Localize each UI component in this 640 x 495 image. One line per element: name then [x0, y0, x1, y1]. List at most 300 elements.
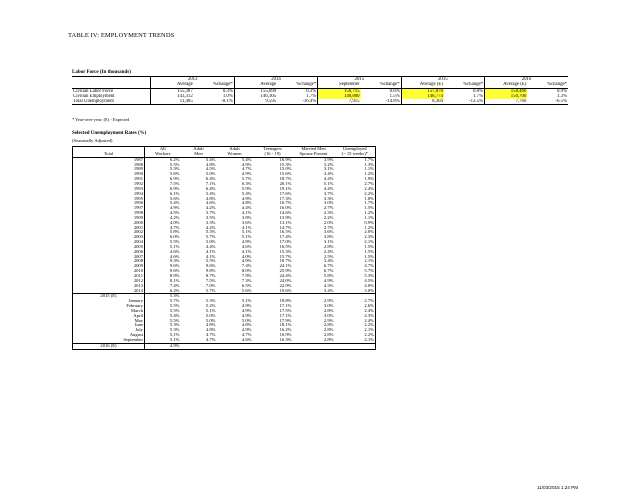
rate-cell: 5.1% — [241, 235, 252, 240]
rate-cell: 2.3% — [323, 210, 334, 216]
rate-cell: 5.3% — [205, 299, 216, 304]
rate-cell: 5.3% — [169, 167, 180, 172]
rate-cell: 17.0% — [279, 240, 292, 245]
rate-cell: 4.0% — [241, 254, 252, 259]
labor-force-table — [72, 76, 568, 105]
cell: -14.8% — [361, 99, 402, 105]
rate-cell: Spouse Present — [293, 152, 335, 157]
rate-cell: 5.6% — [169, 196, 180, 201]
rate-cell — [217, 343, 253, 349]
rate-cell: 5.6% — [169, 172, 180, 177]
rate-cell: 18.7% — [279, 177, 292, 182]
rate-cell: 4.8% — [241, 323, 252, 328]
rate-cell: Women — [217, 152, 253, 157]
rate-cell: 9.6% — [169, 264, 180, 269]
rate-cell: 6.1% — [169, 191, 180, 196]
rate-cell: 7.4% — [169, 283, 180, 288]
rate-cell: 4.4% — [241, 206, 252, 211]
rate-cell: 2.5% — [323, 254, 334, 259]
timestamp: 11/03/2015 1:24 PM — [537, 485, 579, 490]
rate-cell: 18.7% — [279, 259, 292, 264]
rate-cell: 5.3% — [205, 230, 216, 235]
rate-cell: 4.8% — [205, 323, 216, 328]
cell: 155,899 — [234, 88, 277, 94]
rate-cell: 4.7% — [241, 333, 252, 338]
rate-cell: 7.4% — [241, 264, 252, 269]
month-label: September — [73, 338, 145, 343]
rate-cell: 13.9% — [279, 215, 292, 220]
year-label: 1999 — [73, 216, 145, 221]
highlighted-cell: 158,466 — [485, 88, 528, 94]
rate-cell: 2.2% — [364, 191, 374, 196]
rate-cell: 4.9% — [241, 259, 252, 264]
year-label: 2012 — [73, 279, 145, 284]
rate-cell: 16.3% — [279, 337, 292, 342]
rate-cell: 6.9% — [169, 186, 180, 191]
rate-cell: 4.2% — [205, 206, 216, 211]
year-header: 2014 — [234, 77, 317, 83]
highlighted-cell: 156,715 — [318, 88, 361, 94]
rate-cell: 16.5% — [279, 230, 292, 235]
rate-cell: 5.8% — [169, 230, 180, 235]
rate-cell: 1.5% — [364, 244, 374, 249]
rate-cell — [181, 343, 217, 349]
rate-cell: 4.7% — [364, 264, 374, 269]
year-header: 2015 — [318, 77, 401, 83]
rate-cell: 5.3% — [169, 323, 180, 328]
rate-cell: 5.5% — [169, 240, 180, 245]
row-label: Total Unemployment — [72, 99, 151, 105]
rate-cell: 2.4% — [364, 186, 374, 191]
sub-header: %change* — [277, 82, 318, 88]
rate-cell: 16.0% — [279, 206, 292, 211]
rate-cell: 24.4% — [279, 273, 292, 278]
rate-cell: 3.1% — [323, 240, 334, 245]
rate-cell: 5.7% — [364, 269, 374, 274]
rate-cell: 4.7% — [205, 333, 216, 338]
cell: 0.3% — [306, 88, 317, 94]
sub-header: Average (E) — [401, 82, 444, 88]
month-label: May — [73, 319, 145, 324]
labor-row-total-unemployment — [72, 99, 568, 105]
month-label: February — [73, 304, 145, 309]
year-label: 1989 — [73, 167, 145, 172]
rate-cell: 5.0% — [205, 318, 216, 323]
year-label: 2007 — [73, 255, 145, 260]
cell: 1.7% — [306, 93, 317, 99]
rate-cell: 7.0% — [205, 283, 216, 288]
rate-cell: 5.1% — [241, 230, 252, 235]
rate-cell: 3.0% — [323, 201, 334, 206]
rate-cell: 4.9% — [169, 206, 180, 211]
rate-cell: 9.3% — [169, 259, 180, 264]
rate-cell: 5.1% — [241, 299, 252, 304]
rate-cell: 17.5% — [279, 308, 292, 313]
rate-cell: 4.8% — [205, 196, 216, 201]
sub-header: %change* — [527, 82, 568, 88]
rate-cell: 5.0% — [241, 318, 252, 323]
rate-cell: 4.9% — [241, 162, 252, 167]
cell: 9,595 — [234, 99, 277, 105]
rate-cell: 1.5% — [364, 254, 374, 259]
month-label: June — [73, 323, 145, 328]
year-label: 2016 (E) — [73, 343, 145, 349]
rate-cell: 5.1% — [323, 181, 334, 186]
year-label: 1997 — [73, 206, 145, 211]
rate-cell: 19.1% — [279, 186, 292, 191]
year-label: 1998 — [73, 211, 145, 216]
rate-cell: Teenagers — [263, 146, 282, 152]
rate-cell: 15.3% — [279, 249, 292, 254]
year-label: 1993 — [73, 187, 145, 192]
rate-cell: 5.5% — [169, 308, 180, 313]
rate-cell: 5.7% — [241, 177, 252, 182]
rate-cell: 4.6% — [205, 201, 216, 206]
rate-cell: 6.0% — [169, 235, 180, 240]
rate-cell: 2.9% — [323, 299, 334, 304]
year-label: 2001 — [73, 226, 145, 231]
rate-cell: 2.4% — [364, 308, 374, 313]
rate-cell: 5.4% — [205, 157, 216, 162]
cell: 155,387 — [151, 88, 194, 94]
rate-cell: 4.2% — [169, 215, 180, 220]
rate-cell: 8.0% — [241, 269, 252, 274]
rate-cell: 5.7% — [169, 299, 180, 304]
highlighted-cell: 148,800 — [318, 94, 361, 99]
rate-cell: 24.0% — [279, 278, 292, 283]
rate-cell: 4.9% — [241, 196, 252, 201]
rate-cell: 5.4% — [205, 191, 216, 196]
rate-cell: 25.9% — [279, 269, 292, 274]
cell: 0.9% — [557, 88, 567, 94]
rate-cell: 3.8% — [241, 215, 252, 220]
rates-header-cell: Total — [73, 152, 145, 157]
rate-cell: Adult — [229, 146, 240, 152]
rate-cell: 4.6% — [241, 337, 252, 342]
rate-cell: 4.9% — [241, 328, 252, 333]
rates-year-2016-row — [73, 343, 376, 349]
year-label: 1987 — [73, 157, 145, 162]
rate-cell: 2.8% — [323, 308, 334, 313]
rate-cell: 3.3% — [205, 220, 216, 225]
cell: 8,304 — [401, 99, 444, 105]
rate-cell: 9.6% — [169, 269, 180, 274]
cell: 146,305 — [234, 94, 277, 99]
highlighted-cell: 150,700 — [485, 94, 528, 99]
rate-cell: 2.1% — [364, 259, 374, 264]
rate-cell: 15.3% — [279, 162, 292, 167]
rate-cell: 1.5% — [364, 249, 374, 254]
sub-header: %change* — [194, 82, 235, 88]
rate-cell: 5.4% — [169, 201, 180, 206]
unemployment-rates-heading: Selected Unemployment Rates (%) — [72, 131, 147, 136]
cell: -8.1% — [194, 99, 235, 105]
sub-header: September — [318, 82, 361, 88]
year-label: 2000 — [73, 221, 145, 226]
rate-cell: 3.2% — [323, 162, 334, 167]
rate-cell: 4.6% — [169, 249, 180, 254]
rate-cell: 2.8% — [323, 337, 334, 342]
rate-cell: 1.2% — [364, 172, 374, 177]
rate-cell: 1.7% — [364, 157, 374, 162]
rate-cell: 4.1% — [241, 210, 252, 216]
rate-cell: 2.8% — [323, 244, 334, 249]
rate-cell: 4.2% — [205, 225, 216, 230]
rate-cell: 4.1% — [241, 225, 252, 230]
cell: 1.7% — [473, 93, 484, 99]
rate-cell: 2.0% — [364, 230, 374, 235]
rate-cell: 7.9% — [241, 273, 252, 278]
rate-cell: 15.6% — [279, 172, 292, 177]
rate-cell: 5.3% — [145, 294, 181, 299]
rate-cell: 4.0% — [364, 283, 374, 288]
month-label: January — [73, 299, 145, 304]
year-label: 2008 — [73, 259, 145, 264]
year-label: 1990 — [73, 172, 145, 177]
rate-cell: 14.7% — [279, 225, 292, 230]
rate-cell: 2.4% — [323, 249, 334, 254]
rate-cell: 4.9% — [241, 313, 252, 318]
rate-cell: 16.7% — [279, 201, 292, 206]
rate-cell: 4.4% — [205, 244, 216, 249]
rate-cell: 4.1% — [205, 254, 216, 259]
year-label: 2013 — [73, 284, 145, 289]
rate-cell: Married Men — [301, 146, 326, 152]
rate-cell: 5.5% — [169, 318, 180, 323]
rate-cell: 1.9% — [364, 177, 374, 182]
rate-cell: 4.9% — [241, 308, 252, 313]
rate-cell: 1.1% — [364, 167, 374, 172]
rate-cell: 2.9% — [323, 318, 334, 323]
rate-cell: 16.9% — [279, 157, 292, 162]
rate-cell: 5.1% — [169, 244, 180, 249]
rate-cell: 5.3% — [364, 273, 374, 278]
rate-cell: 3.4% — [323, 288, 334, 293]
rate-cell: 4.9% — [241, 304, 252, 309]
rate-cell: 4.1% — [241, 249, 252, 254]
cell: 0.8% — [473, 88, 484, 94]
month-label: August — [73, 333, 145, 338]
rate-cell: 5.0% — [205, 240, 216, 245]
rate-cell: 4.5% — [169, 210, 180, 216]
rate-cell: 16.9% — [279, 333, 292, 338]
cell: 1.5% — [389, 93, 400, 99]
year-label: 2003 — [73, 235, 145, 240]
cell: 7,915 — [318, 99, 361, 105]
cell: 0.6% — [389, 88, 400, 94]
rate-cell: 5.0% — [205, 313, 216, 318]
rate-cell: 5.4% — [241, 157, 252, 162]
rate-cell: 2.7% — [364, 181, 374, 186]
rate-cell: 2.2% — [364, 323, 374, 328]
rate-cell: 3.4% — [323, 172, 334, 177]
cell: 1.0% — [222, 93, 233, 99]
year-label: 1988 — [73, 163, 145, 168]
rate-cell: 2.6% — [364, 304, 374, 309]
rate-cell: Men — [181, 152, 217, 157]
rate-cell: 4.9% — [145, 343, 181, 349]
rate-cell: 4.8% — [205, 328, 216, 333]
rate-cell: 5.3% — [169, 328, 180, 333]
sub-header: Average — [234, 82, 277, 88]
rate-cell: 4.5% — [364, 278, 374, 283]
rate-cell: 6.2% — [169, 157, 180, 162]
rate-cell: 16.5% — [279, 244, 292, 249]
rate-cell: (> 15 weeks)* — [335, 152, 376, 157]
rate-cell: 8.1% — [169, 278, 180, 283]
rate-cell: 3.3% — [323, 196, 334, 201]
year-label: 1996 — [73, 201, 145, 206]
rate-cell: 5.2% — [205, 304, 216, 309]
rate-cell: 2.8% — [323, 333, 334, 338]
rate-cell: 3.0% — [323, 313, 334, 318]
rate-cell: 24.1% — [279, 264, 292, 269]
rate-cell: Unemployed — [342, 146, 367, 152]
rate-cell: 3.5% — [205, 215, 216, 220]
unemployment-rates-table — [72, 146, 376, 350]
rate-cell: 5.4% — [241, 191, 252, 196]
rate-cell: 22.9% — [279, 283, 292, 288]
rate-cell: 17.1% — [279, 313, 292, 318]
rate-cell: 3.8% — [323, 235, 334, 240]
sub-header: %change* — [444, 82, 485, 88]
rate-cell: 17.9% — [279, 318, 292, 323]
rate-cell: 5.5% — [169, 162, 180, 167]
rate-cell: 2.8% — [323, 328, 334, 333]
unemployment-rates-subheading: (Seasonally Adjusted) — [72, 138, 113, 143]
year-label: 2011 — [73, 274, 145, 279]
sub-header: Average — [151, 82, 194, 88]
cell: -6.5% — [527, 99, 568, 105]
cell: 11,485 — [151, 99, 194, 105]
rate-cell: Adult — [193, 146, 204, 152]
rate-cell: 1.3% — [364, 162, 374, 167]
rate-cell: All — [159, 146, 166, 152]
rate-cell: 6.4% — [205, 177, 216, 182]
rate-cell: 3.7% — [323, 191, 334, 196]
sub-header: %change* — [361, 82, 402, 88]
rate-cell: 7.1% — [205, 181, 216, 186]
rate-cell: 3.1% — [323, 167, 334, 172]
rate-cell: 4.4% — [323, 177, 334, 182]
rate-cell: 16.2% — [279, 328, 292, 333]
rate-cell: 14.6% — [279, 210, 292, 216]
rate-cell: 4.8% — [241, 240, 252, 245]
rate-cell: 6.2% — [169, 288, 180, 293]
year-label: 1994 — [73, 192, 145, 197]
rate-cell: 2.7% — [323, 206, 334, 211]
rate-cell: 3.9% — [323, 157, 334, 162]
rate-cell: 19.6% — [279, 288, 292, 293]
rate-cell — [253, 343, 293, 349]
rate-cell: 3.4% — [323, 259, 334, 264]
rate-cell: 6.3% — [241, 181, 252, 186]
rate-cell: 4.1% — [205, 249, 216, 254]
rate-cell: 9.8% — [205, 269, 216, 274]
year-header: 2016 — [485, 77, 568, 83]
rate-cell: 4.3% — [323, 283, 334, 288]
year-label: 1992 — [73, 182, 145, 187]
year-header: 2013 — [151, 77, 234, 83]
rate-cell: 2.3% — [364, 313, 374, 318]
cell: 1.3% — [557, 93, 567, 99]
rate-cell: 1.1% — [364, 215, 374, 220]
rate-cell: 4.9% — [323, 278, 334, 283]
rate-cell: 5.4% — [169, 313, 180, 318]
rate-cell: 4.5% — [205, 167, 216, 172]
rate-cell: 1.8% — [364, 196, 374, 201]
month-label: April — [73, 314, 145, 319]
rate-cell — [335, 343, 376, 349]
rate-cell: 4.6% — [241, 244, 252, 249]
rate-cell: 17.1% — [279, 304, 292, 309]
rate-cell: 2.3% — [364, 235, 374, 240]
rate-cell: 7.3% — [241, 278, 252, 283]
rate-cell: 8.7% — [205, 273, 216, 278]
highlighted-cell: 148,774 — [401, 94, 444, 99]
rate-cell: 5.7% — [205, 235, 216, 240]
year-label: 2014 — [73, 288, 145, 293]
rate-cell: 4.7% — [169, 225, 180, 230]
rate-cell: 17.6% — [279, 191, 292, 196]
cell: 7,766 — [485, 99, 528, 105]
rate-cell: 5.0% — [205, 172, 216, 177]
cell: -16.4% — [277, 99, 318, 105]
rate-cell: 1.2% — [364, 225, 374, 230]
year-label: 2005 — [73, 245, 145, 250]
rate-cell: 1.7% — [364, 201, 374, 206]
rate-cell: 6.7% — [323, 269, 334, 274]
rate-cell: 4.0% — [169, 220, 180, 225]
rate-cell: Workers — [145, 152, 181, 157]
rate-cell: 4.7% — [205, 337, 216, 342]
rate-cell: 18.8% — [279, 299, 292, 304]
rate-cell: 2.7% — [364, 299, 374, 304]
month-label: July — [73, 328, 145, 333]
rate-cell: 15.7% — [279, 254, 292, 259]
rate-cell: 6.4% — [205, 186, 216, 191]
rate-cell: 17.3% — [279, 196, 292, 201]
rate-cell: 6.9% — [169, 177, 180, 182]
rate-cell: 2.1% — [364, 337, 374, 342]
rate-cell: 2.8% — [323, 323, 334, 328]
rate-cell: 2.2% — [323, 215, 334, 220]
rate-cell: 3.6% — [241, 220, 252, 225]
rate-cell: 2.1% — [364, 328, 374, 333]
rate-cell: 5.1% — [205, 308, 216, 313]
rate-cell: 13.1% — [279, 220, 292, 225]
rate-cell: 4.8% — [205, 162, 216, 167]
year-label: 2009 — [73, 264, 145, 269]
rate-cell: 4.6% — [169, 254, 180, 259]
rate-cell: 5.6% — [241, 288, 252, 293]
year-header: 2015 — [401, 77, 484, 83]
rate-cell: 5.1% — [169, 337, 180, 342]
rate-cell: 3.7% — [205, 210, 216, 216]
labor-force-heading: Labor Force (In thousands) — [72, 70, 131, 75]
rate-cell: 4.9% — [241, 172, 252, 177]
rate-cell: 4.4% — [323, 186, 334, 191]
rate-cell: 7.5% — [169, 181, 180, 186]
rate-cell: 2.2% — [364, 333, 374, 338]
rate-cell: 3.0% — [364, 288, 374, 293]
year-label: 2002 — [73, 230, 145, 235]
rate-cell: (16 - 19) — [253, 152, 293, 157]
rate-cell: 0.9% — [364, 220, 374, 225]
cell: 143,312 — [151, 94, 194, 99]
rate-cell: 1.5% — [364, 206, 374, 211]
rate-cell: 5.7% — [205, 288, 216, 293]
